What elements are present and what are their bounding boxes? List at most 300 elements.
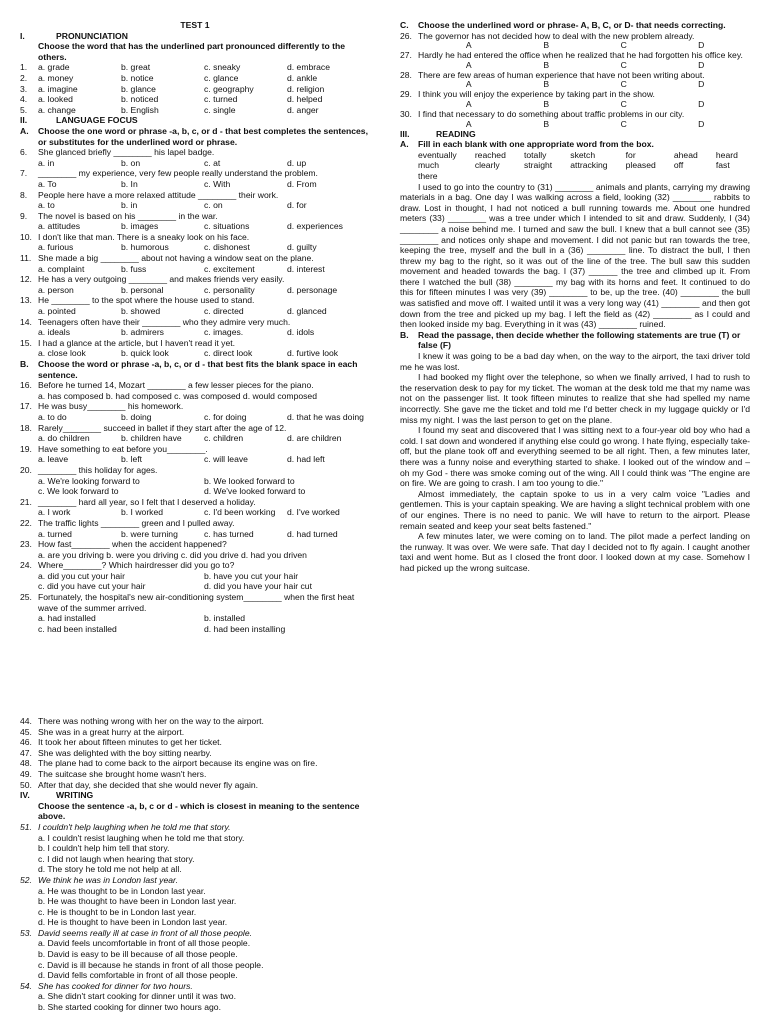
option: a. attitudes [38,221,81,232]
statement-item [20,748,370,759]
item-number: 1. [20,62,28,73]
option: b. images [121,221,159,232]
section-writing-heading [20,790,370,801]
question-number: 51. [20,821,32,832]
pronunciation-item [20,94,370,105]
letter-label: A [465,98,472,109]
item-options [38,94,370,105]
box-word: ahead [673,149,698,160]
question-number: 16. [20,380,32,391]
option: b. showed [121,306,161,317]
paragraph: I knew it was going to be a bad day when, on the way to the airport, the taxi driver told me he was lost. [400,351,750,372]
option: b. doing [121,411,152,422]
answer-options [20,613,370,624]
option: d. up [287,157,307,168]
option: d. He is thought to have been in London last year. [38,917,228,928]
option: c. children [204,433,244,444]
option: b. She started cooking for dinner two hours ago. [38,1002,221,1013]
question-number: 7. [20,168,28,179]
pronunciation-instruction: Choose the word that has the underlined part pronounced differently to the others. [38,41,345,62]
statement-item [20,769,370,780]
box-word: straight [523,160,553,171]
option: d. I've worked [287,507,340,518]
option: a. ideals [38,327,71,338]
option: a. imagine [38,83,78,94]
option: d. had left [287,454,325,465]
option: a. do children [38,433,90,444]
option: b. children have [121,433,182,444]
error-correction-items [400,31,750,129]
option: a. close look [38,348,86,359]
question-text: Hardly he had entered the office when he realized that he had forgotten his office key. [418,50,743,61]
option: b. noticed [121,94,159,105]
question-text: She glanced briefly ________ his lapel badge. [38,147,215,158]
question-text: How fast________ when the accident happened? [38,539,227,550]
answer-options [20,327,370,338]
option: d. idols [287,327,315,338]
question-text: Have something to eat before you________. [38,443,208,454]
option: a. money [38,72,74,83]
box-word: much [418,160,440,171]
paragraph: I found my seat and discovered that I was sitting next to a four-year old boy who had a cold. I sat down and wondered if anything else could go wrong. I hate flying, especially take-off, but the plane took off and everything seemed to be all right. Then, a few minutes later, there was a funny noise and everything started to shake. I looked out of the window and – oh my God - there was smoke coming out of the wing. All I could think was "The engine are on fire. We are going to crash. I am too young to die." [400,425,750,489]
option: b. left [121,454,143,465]
question-item [20,423,370,434]
option: c. I'd been working [204,507,276,518]
question-text: Teenagers often have their ________ who they admire very much. [38,316,291,327]
question-text: David seems really ill at case in front of all those people. [38,927,252,938]
option: b. quick look [121,348,169,359]
answer-options [20,306,370,317]
box-word: there [418,170,438,181]
letter-label: D [698,118,705,129]
option: d. had been installing [204,623,286,634]
paragraph: I had booked my flight over the telephone, so when we finally arrived, I had to rush to the reservation desk to pay for my ticket. The woman at the desk told me that my name was not on the passenger list. It took fifteen minutes to realize that she had spelled my name incorrectly. She gave me the ticket and told me I'd better check in my luggage quickly or I'd miss my night. I was the last person to get on the plane. [400,372,750,425]
pronunciation-item [20,84,370,95]
part-instruction: Read the passage, then decide whether the following statements are true (T) or false (F) [418,329,741,351]
question-item [20,592,370,613]
question-number: 52. [20,874,32,885]
option: c. With [204,178,231,189]
option: a. change [38,104,76,115]
item-number: 3. [20,83,28,94]
letter-label: C [620,98,627,109]
option: b. have you cut your hair [204,570,299,581]
option: b. We looked forward to [204,475,295,486]
question-text: ________ my experience, very few people really understand the problem. [38,168,318,179]
option: c. did you have cut your hair [38,581,146,592]
letter-label: B [543,59,550,70]
cloze-passage: I used to go into the country to (31) ________ animals and plants, carrying my drawing materials in a bag. One day I was walking across a field, looking (32) ________ rabbits to draw. Lost in thought, I had not noticed a bull running towards me. About one hundred meters (33) ________ was a tree under which I intended to sit and draw. Suddenly, I (34) ________ a noise behind me. I turned and saw the bull. I knew that a bull cannot see (35) ________ and notices only shape and movement. I did not panic but ran towards the tree, keeping the tree, myself and the bull in a (36) ________ line. To distract the bull, I then threw my bag to the right, so it was out of the line of the tree. The bull saw this sudden movement and headed towards the bag. I (37) ______ the tree and climbed up it. From there I watched the bull (38) ________ my bag with its horns and feet. It continued to do this for fifteen minutes I was very (39) ________ to be, up the tree. (40) ________ the bull was satisfied and move off. I waited until it was a very long way (41) ________ and then got down from the tree and picked up my bag. I left the field as (42) ________ as I could and then looked inside my bag. Everything in it was (43) ________ ruined. [400,181,750,330]
option: a. I couldn't resist laughing when he told me that story. [38,832,245,843]
statement-item [20,737,370,748]
item-options [38,105,370,116]
section-pronunciation-heading [20,31,370,42]
question-text: Before he turned 14, Mozart ________ a few lesser pieces for the piano. [38,380,314,391]
question-item [400,109,750,120]
question-text: He ________ to the spot where the house used to stand. [38,295,255,306]
statement-text: She was in a great hurry at the airport. [38,726,185,737]
option: c. will leave [204,454,248,465]
question-text: She has cooked for dinner for two hours. [38,980,193,991]
option: a. To [38,178,57,189]
letter-label: D [698,59,705,70]
question-text: We think he was in London last year. [38,874,178,885]
statement-text: The suitcase she brought home wasn't hers. [38,768,207,779]
reading-b-instruction [400,330,750,351]
option: d. personage [287,284,338,295]
answer-options [20,581,370,592]
statement-number: 50. [20,779,32,790]
answer-options [20,476,370,487]
option: c. excitement [204,263,255,274]
option: d. religion [287,83,325,94]
letter-label: C [620,40,627,51]
section-number: III. [400,128,410,139]
question-item [20,465,370,476]
item-options [38,84,370,95]
question-item [20,253,370,264]
word-box [400,150,750,182]
option: c. single [204,104,236,115]
option: c. for doing [204,411,247,422]
question-number: 19. [20,443,32,454]
option: c. glance [204,72,239,83]
question-number: 27. [400,50,412,61]
option: c. turned [204,94,238,105]
question-text: ________ this holiday for ages. [38,464,158,475]
question-number: 17. [20,401,32,412]
answer-letters [400,41,750,50]
question-text: He has a very outgoing ________ and makes friends very easily. [38,274,285,285]
option: d. interest [287,263,325,274]
answer-letters [400,100,750,109]
part-label: B. [20,359,29,369]
question-number: 18. [20,422,32,433]
letter-label: D [698,79,705,90]
pronunciation-item [20,105,370,116]
question-text: Rarely________ succeed in ballet if they start after the age of 12. [38,422,287,433]
section-number: II. [20,115,28,126]
letter-label: C [620,79,627,90]
question-text: ________ hard all year, so I felt that I deserved a holiday. [38,496,256,507]
question-number: 23. [20,539,32,550]
language-focus-a-items [20,147,370,359]
option: d. From [287,178,317,189]
option: b. were turning [121,528,178,539]
answer-options [20,412,370,423]
statement-item [20,758,370,769]
writing-items [20,822,370,1013]
answer-options [20,529,370,540]
letter-label: A [465,59,472,70]
answer-options [20,433,370,444]
statement-number: 49. [20,768,32,779]
question-number: 15. [20,337,32,348]
part-instruction: Choose the underlined word or phrase- A, B, C, or D- that needs correcting. [418,20,726,30]
statement-number: 48. [20,758,32,769]
paragraph: A few minutes later, we were coming on to land. The pilot made a perfect landing on the runway. It was over. We were safe. That day I decided not to fly again. I caught another taxi and went home. But as I closed the front door. I looked down at my case. Somehow I had picked up the wrong suitcase. [400,531,750,573]
option: c. We look forward to [38,486,119,497]
question-number: 53. [20,927,32,938]
writing-item [20,928,370,939]
option: a. We're looking forward to [38,475,140,486]
option: b. personal [121,284,164,295]
question-item [20,401,370,412]
question-item [20,274,370,285]
question-item [20,338,370,349]
question-item [20,147,370,158]
option: a. had installed [38,613,96,624]
box-word: attracking [570,160,608,171]
box-word: pleased [625,160,656,171]
statement-number: 45. [20,726,32,737]
section-title: PRONUNCIATION [56,30,128,41]
option: c. on [204,200,223,211]
part-label: C. [400,20,409,30]
statement-item [20,780,370,791]
section-title: WRITING [56,790,94,801]
statement-number: 47. [20,747,32,758]
section-language-focus-heading [20,115,370,126]
question-number: 26. [400,30,412,41]
question-text: People here have a more relaxed attitude ________ their work. [38,189,279,200]
option: d. embrace [287,62,330,73]
option: d. that he was doing [287,411,364,422]
answer-options [20,348,370,359]
box-word: eventually [418,149,457,160]
option: a. to do [38,411,67,422]
option: a. turned [38,528,72,539]
statement-text: After that day, she decided that she would never fly again. [38,779,259,790]
option: c. personality [204,284,255,295]
part-instruction: Fill in each blank with one appropriate word from the box. [418,139,654,150]
question-text: I find that necessary to do something about traffic problems in our city. [418,108,685,119]
letter-label: D [698,40,705,51]
part-instruction: Choose the word or phrase -a, b, c, or d - that best fits the blank space in each sentence. [38,359,358,380]
true-false-statements [20,716,370,790]
question-text: I couldn't help laughing when he told me that story. [38,821,231,832]
option: c. directed [204,306,244,317]
answer-options [20,200,370,211]
option: d. guilty [287,242,317,253]
option: b. I worked [121,507,164,518]
option: d. glanced [287,306,327,317]
question-text: I don't like that man. There is a sneaky look on his face. [38,231,250,242]
pronunciation-item [20,62,370,73]
option: c. direct look [204,348,253,359]
letter-label: A [465,118,472,129]
question-number: 13. [20,295,32,306]
option: a. in [38,157,55,168]
option: c. geography [204,83,254,94]
question-number: 22. [20,517,32,528]
statement-number: 46. [20,737,32,748]
option: b. notice [121,72,154,83]
option: d. helped [287,94,323,105]
section-number: IV. [20,790,30,801]
letter-label: B [543,98,550,109]
question-item [20,380,370,391]
answer-options [20,221,370,232]
option: d. ankle [287,72,318,83]
box-word: heard [715,149,738,160]
letter-label: D [698,98,705,109]
paragraph: Almost immediately, the captain spoke to us in a very calm voice "Ladies and gentlemen. This is your captain speaking. We are having a slight technical problem with one of our engines. There is no need to panic. We will have to return to the airport. Please remain seated and keep your seat belts fastened." [400,488,750,531]
box-word: fast [715,160,730,171]
question-text: Fortunately, the hospital's new air-conditioning system________ when the first heat wave of the summer arrived. [38,592,355,613]
option: c. I did not laugh when hearing that story. [38,853,195,864]
item-number: 5. [20,104,28,115]
option: a. furious [38,242,74,253]
letter-label: C [620,118,627,129]
question-item [20,497,370,508]
item-number: 2. [20,72,28,83]
question-text: I had a glance at the article, but I haven't read it yet. [38,337,236,348]
option: b. I couldn't help him tell that story. [38,843,170,854]
box-word: totally [523,149,547,160]
question-number: 8. [20,189,28,200]
option: c. David is ill because he stands in front of all those people. [38,959,264,970]
test-title: TEST 1 [180,20,210,30]
question-number: 54. [20,980,32,991]
part-label: A. [20,125,29,136]
option: b. glance [121,83,156,94]
box-word: for [625,149,636,160]
answer-options [20,486,370,497]
option: d. The story he told me not help at all. [38,864,182,875]
answer-options [20,454,370,465]
pronunciation-item [20,73,370,84]
answer-letters [400,80,750,89]
item-number: 4. [20,94,28,105]
answer-options [20,158,370,169]
question-text: The governor has not decided how to deal with the new problem already. [418,30,695,41]
option: c. sneaky [204,62,241,73]
option: b. He was thought to have been in London last year. [38,896,237,907]
option: d. for [287,200,307,211]
option: b. admirers [121,327,164,338]
item-options [38,73,370,84]
option: b. English [121,104,159,115]
option: d. experiences [287,221,343,232]
question-text: He was busy________ his homework. [38,401,184,412]
question-item [20,518,370,529]
answer-options: a. are you driving b. were you driving c. did you drive d. had you driven [38,549,307,560]
language-focus-b-items [20,380,370,634]
question-item [20,539,370,550]
left-column [20,20,370,634]
option: b. In [121,178,138,189]
letter-label: B [543,118,550,129]
question-number: 21. [20,496,32,507]
option: d. We've looked forward to [204,486,306,497]
statement-text: The plane had to come back to the airport because its engine was on fire. [38,758,318,769]
question-item [20,560,370,571]
section-reading-heading [400,129,750,140]
question-number: 28. [400,69,412,80]
part-b-instruction [20,359,370,380]
part-label: B. [400,329,409,340]
part-c-instruction [400,20,750,31]
box-word: clearly [474,160,500,171]
question-item [20,168,370,179]
question-text: I think you will enjoy the experience by taking part in the show. [418,89,655,100]
answer-options [20,571,370,582]
letter-label: A [465,79,472,90]
question-item [20,232,370,243]
statement-number: 44. [20,716,32,726]
option: b. fuss [121,263,147,274]
lower-section [20,716,370,1013]
reading-a-instruction [400,139,750,150]
statement-item [20,716,370,727]
question-number: 20. [20,464,32,475]
answer-options: a. has composed b. had composed c. was composed d. would composed [38,390,317,401]
answer-options [20,264,370,275]
question-text: The novel is based on his ________ in the war. [38,210,218,221]
question-number: 24. [20,560,32,571]
item-options [38,62,370,73]
question-item [20,190,370,201]
option: a. to [38,200,55,211]
option: d. David fells comfortable in front of all those people. [38,970,238,981]
option: c. He is thought to be in London last year. [38,906,197,917]
part-label: A. [400,139,409,150]
answer-options [20,285,370,296]
option: a. pointed [38,306,76,317]
writing-item [20,822,370,833]
section-title: LANGUAGE FOCUS [56,115,138,126]
option: a. leave [38,454,69,465]
answer-options [20,179,370,190]
reading-passage [400,351,750,573]
question-number: 11. [20,253,32,264]
option: b. humorous [121,242,169,253]
answer-letters [400,61,750,70]
option: c. at [204,157,221,168]
option: d. are children [287,433,342,444]
question-number: 12. [20,274,32,285]
part-instruction: Choose the one word or phrase -a, b, c, or d - that best completes the sentences, or substitutes for the underlined word or phrase. [38,125,368,147]
pronunciation-items [20,62,370,115]
option: a. did you cut your hair [38,570,125,581]
question-text: The traffic lights ________ green and I pulled away. [38,517,235,528]
box-word: reached [474,149,506,160]
letter-label: B [543,40,550,51]
option: a. grade [38,62,70,73]
option: a. complaint [38,263,85,274]
question-number: 14. [20,316,32,327]
option: a. looked [38,94,73,105]
option: c. dishonest [204,242,250,253]
option: c. has turned [204,528,254,539]
answer-options [20,242,370,253]
statement-text: There was nothing wrong with her on the way to the airport. [38,716,264,726]
option: b. great [121,62,151,73]
option: b. installed [204,613,246,624]
option: d. anger [287,104,319,115]
option: a. He was thought to be in London last year. [38,885,206,896]
statement-text: She was delighted with the boy sitting nearby. [38,747,212,758]
statement-text: It took her about fifteen minutes to get her ticket. [38,737,222,748]
question-text: There are few areas of human experience that have not been writing about. [418,69,705,80]
question-item [20,444,370,455]
question-number: 29. [400,89,412,100]
question-text: Where________? Which hairdresser did you go to? [38,560,235,571]
question-item [20,211,370,222]
writing-item [20,981,370,992]
option: d. furtive look [287,348,339,359]
